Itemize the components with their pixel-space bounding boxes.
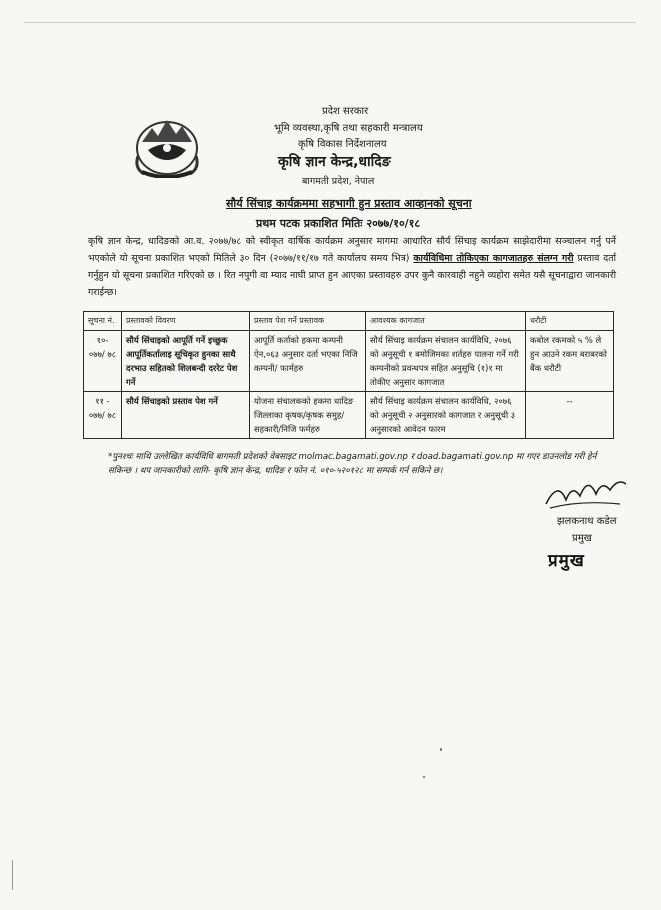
header-office: कृषि ज्ञान केन्द्र,धादिङ — [278, 154, 391, 170]
publication-date: प्रथम पटक प्रकाशित मितिः २०७७/१०/१८ — [256, 217, 421, 230]
table-header-row — [84, 312, 614, 331]
column-header: प्रस्ताव पेश गर्ने प्रस्तावक — [250, 312, 366, 331]
body-underlined: कार्यविधिमा तोकिएका कागजातहरु संलग्न गरी — [413, 253, 574, 264]
official-stamp: प्रमुख — [548, 551, 585, 571]
table-row — [84, 392, 614, 439]
required-documents: सौर्य सिंचाइ कार्यक्रम संचालन कार्यविधि, २०७६ को अनुसूची १ बमोजिमका शर्तहरु पालना गर्ने गरी कम्पनीको प्रवन्धपत्र सहित अनुसूचि (१)१ मा तोकीए अनुसार कागजात — [366, 331, 526, 392]
signer-role: प्रमुख — [572, 533, 592, 544]
header-ministry: भूमि व्यवस्था,कृषि तथा सहकारी मन्त्रालय — [274, 123, 423, 134]
scan-speck — [423, 776, 425, 778]
header-directorate: कृषि विकास निर्देशनालय — [298, 139, 387, 150]
signature-icon — [540, 470, 630, 512]
notice-title: सौर्य सिंचाइ कार्यक्रममा सहभागी हुन प्रस्ताव आव्हानको सूचना — [226, 197, 472, 210]
column-header: प्रस्तावको विवरण — [122, 312, 250, 331]
notice-number: ११ - ०७७/ ७८ — [84, 392, 122, 439]
deposit: -- — [526, 392, 614, 439]
notice-body — [88, 233, 616, 301]
deposit: कबोल रकमको ५ % ले हुन आउने रकम बराबरको बैंक धरौटी — [526, 331, 614, 392]
column-header: सूचना नं. — [84, 312, 122, 331]
column-header: धरौटी — [526, 312, 614, 331]
table-row — [84, 331, 614, 392]
header-province: बागमती प्रदेश, नेपाल — [302, 176, 375, 187]
proposal-description: सौर्य सिंचाइको प्रस्ताव पेश गर्ने — [122, 392, 250, 439]
scan-mark — [12, 860, 13, 890]
footnote: *पुनश्चः माथि उल्लेखित कार्यविधि बागमती प्रदेशको वेबसाइट molmac.bagamati.gov.np र doad.bagamati.gov.np मा गएर डाउनलोड गरी हेर्न सकिन्छ । थप जानकारीको लागि- कृषि ज्ञान केन्द्र, धादिङ र फोन नं. ०१०-५२०१२८ मा सम्पर्क गर्न सकिने छ। — [108, 452, 597, 476]
body-part-1: कृषि ज्ञान केन्द्र, धादिङको आ.व. २०७७/७८ को स्वीकृत वार्षिक कार्यक्रम अनुसार मागमा आधारित सौर्य सिंचाइ कार्यक्रम साझेदारीमा सञ्चालन गर्नु पर्ने भएकोले यो सूचना प्रकाशित भएको मितिले ३० दिन (२०७७/११/१७ गते कार्यालय समय भित्र) — [88, 236, 616, 264]
notice-number: १०- ०७७/ ७८ — [84, 331, 122, 392]
scan-edge — [24, 22, 636, 23]
header-government: प्रदेश सरकार — [322, 106, 369, 117]
column-header: आवश्यक कागजात — [366, 312, 526, 331]
notice-table — [83, 311, 614, 439]
scan-speck — [440, 748, 442, 751]
signer-name: झलकनाथ कडेल — [557, 516, 617, 527]
proposer: योजना संचालकको हकमा धादिङ जिल्लाका कृषक/कृषक समुह/सहकारी/निजि फर्महरु — [250, 392, 366, 439]
required-documents: सौर्य सिंचाइ कार्यक्रम संचालन कार्यविधि, २०७६ को अनुसूची २ अनुसारको कागजात र अनुसूची ३ अनुसारको आवेदन फारम — [366, 392, 526, 439]
nepal-emblem-icon — [128, 112, 206, 178]
body-part-2: प्रस्ताव दर्ता गर्नुहुन यो सूचना प्रकाशित गरिएको छ । रित नपुगी वा म्याद नाघी प्राप्त हुन आएका प्रस्तावहरु उपर कुनै कारवाही नहुने व्यहोरा समेत यसै सूचनाद्वारा जानकारी गराईन्छ। — [88, 253, 617, 298]
proposer: आपूर्ति कर्ताको हकमा कम्पनी ऐन,०६३ अनुसार दर्ता भएका निजि कम्पनी/ फार्महरु — [250, 331, 366, 392]
proposal-description: सौर्य सिंचाइको आपूर्ति गर्ने इच्छुक आपूर्तिकर्तालाइ सूचिकृत हुनका साथै दरभाउ सहितको शिलबन्दी दररेट पेश गर्ने — [122, 331, 250, 392]
